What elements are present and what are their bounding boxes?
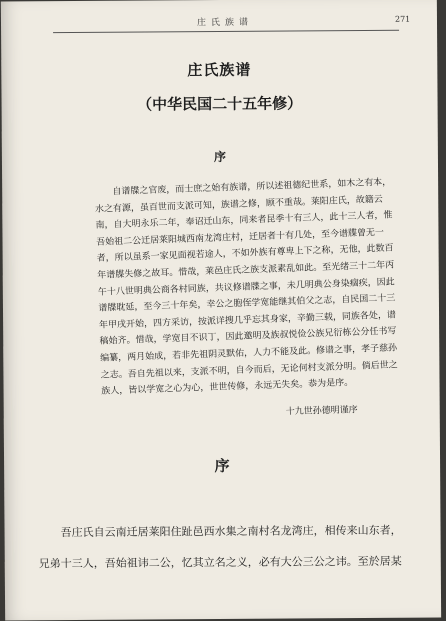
preface-signature: 十九世孙德明谨序 — [285, 405, 358, 418]
preface-line: 稿始齐。惜哉，学宽目不识丁，因此邀明及族叔悦俭公族兄衍栋公分任书写 — [99, 326, 397, 348]
preface-line: 自谱牒之官废，而士庶之始有族谱，所以述祖德纪世系，如木之有本， — [112, 177, 392, 198]
header-rule — [53, 30, 399, 33]
preface-line: 吾始祖二公迁居莱阳城西南龙湾庄村，迁居者十有几处，至今谱牒曾无一 — [95, 227, 385, 248]
preface-line: 之志。吾自先祖以来，支派不明，自今而后，无论何村支派分明。倘后世之 — [100, 359, 398, 381]
preface-line: 南，自大明永乐二年，奉诏迁山东，同来者昆季十有三人，此十三人者，惟 — [95, 210, 393, 232]
preface-line: 年谱牒失修之故耳。惜哉，莱邑庄氏之族支派素乱如此。至光绪三十二年丙 — [97, 260, 395, 281]
preface-line: 年甲戌开始，四方采访，按派详搜几乎忘其身家，辛勤三载，同族各处，谱 — [98, 310, 397, 331]
second-preface-body — [38, 514, 441, 579]
page-number: 271 — [394, 14, 411, 24]
preface-heading: 序 — [213, 149, 226, 165]
preface-line: 编纂，两月始成，若非先祖阴灵默佑，人力不能及此。修谱之事，孝子慈孙 — [100, 343, 398, 364]
second-preface-heading: 序 — [214, 456, 230, 476]
second-preface-line: 兄弟十三人，吾始祖讳二公，忆其立名之义，必有大公三公之讳。至於居某 — [38, 554, 402, 571]
document-title: 庄氏族谱 — [187, 60, 252, 80]
preface-body — [94, 174, 401, 400]
preface-line: 者，所以虽系一家见面视若途人，不如外族有尊卑上下之称，无他，此数百 — [96, 243, 394, 265]
document-subtitle: （中华民国二十五年修） — [136, 94, 303, 114]
second-preface-line: 吾庄氏自云南迁居莱阳住趾邑西水集之南村名龙湾庄，相传来山东者， — [60, 523, 402, 540]
preface-line: 谱牒耽延，至今三十年矣，幸公之胞侄学宽能继其伯父之志，自民国二十三 — [98, 293, 396, 314]
book-page — [1, 0, 441, 621]
preface-line: 水之有源，虽百世而支派可知，族谱之修，顾不重哉。莱阳庄氏，故籍云 — [94, 194, 383, 215]
preface-line: 族人，皆以学宽之心为心，世世传修，永远无失矣。恭为是序。 — [101, 378, 354, 397]
running-header-title: 庄氏族谱 — [196, 17, 254, 29]
preface-line: 午十八世明典公商各村同族，共议修谱牒之事，未几明典公身染痼疾，因此 — [97, 277, 395, 298]
